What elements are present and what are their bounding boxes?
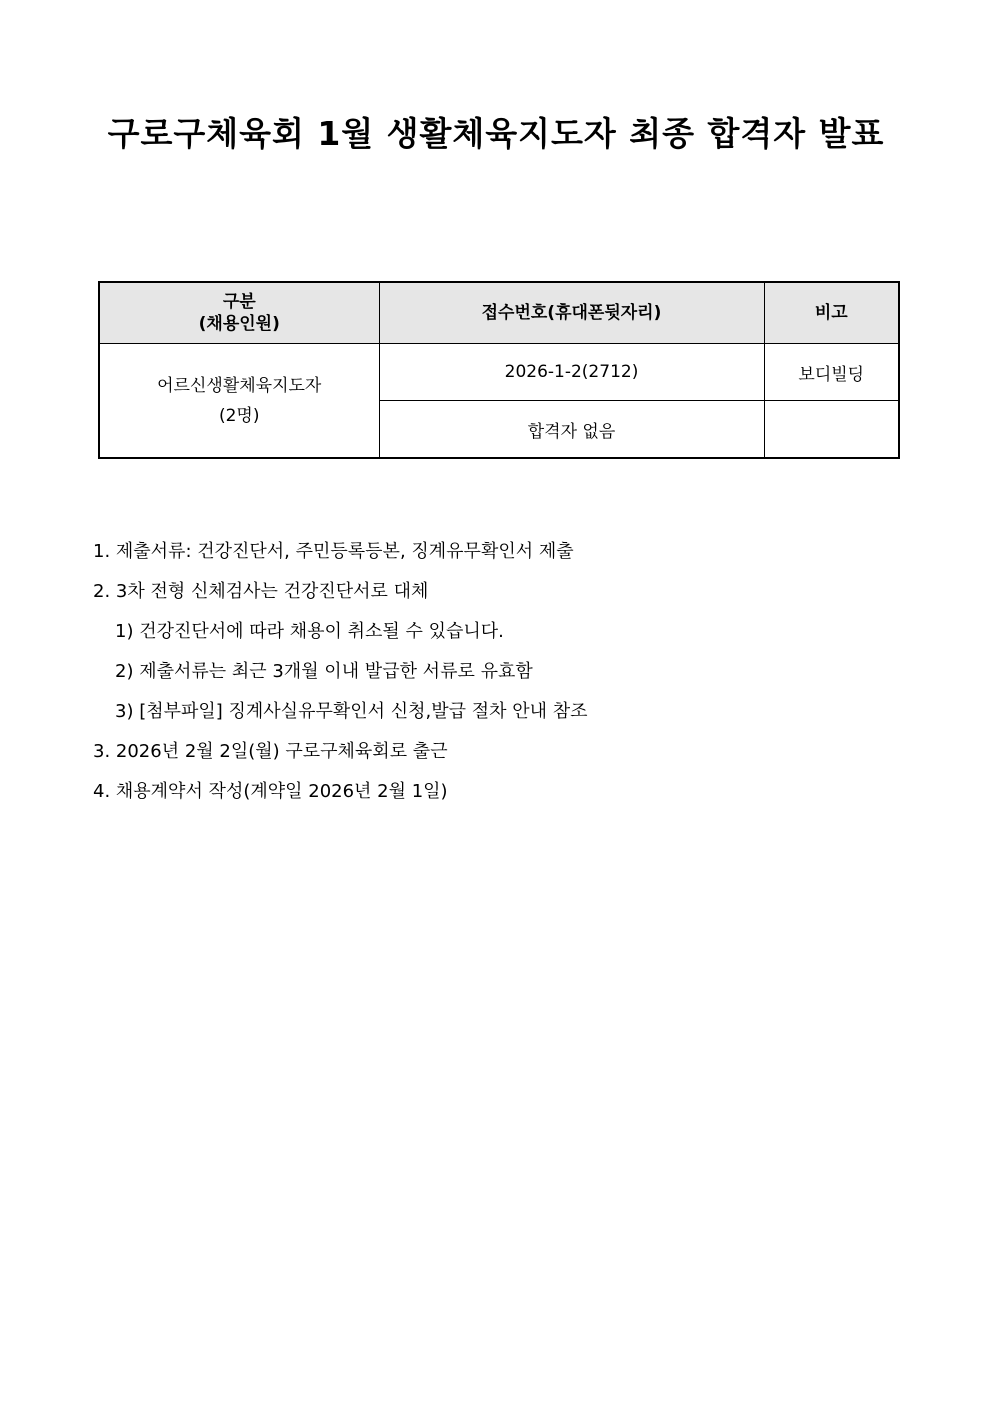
header-category-sublabel: (채용인원): [198, 314, 280, 334]
receipt-number-cell: 합격자 없음: [379, 401, 764, 459]
header-remark: 비고: [764, 282, 899, 344]
table-header-row: [99, 282, 899, 344]
category-cell: [99, 344, 379, 459]
header-category-label: 구분: [222, 292, 256, 312]
note-item: 1. 제출서류: 건강진단서, 주민등록등본, 징계유무확인서 제출: [93, 541, 574, 562]
category-headcount: (2명): [218, 405, 260, 426]
category-name: 어르신생활체육지도자: [157, 375, 322, 396]
notes-list: [93, 537, 913, 817]
receipt-number-cell: 2026-1-2(2712): [379, 344, 764, 401]
note-subitem: 2) 제출서류는 최근 3개월 이내 발급한 서류로 유효함: [115, 661, 533, 682]
note-subitem: 1) 건강진단서에 따라 채용이 취소될 수 있습니다.: [115, 621, 504, 642]
note-item: 4. 채용계약서 작성(계약일 2026년 2월 1일): [93, 781, 448, 802]
note-item: 3. 2026년 2월 2일(월) 구로구체육회로 출근: [93, 741, 448, 762]
header-category: [99, 282, 379, 344]
note-subitem: 3) [첨부파일] 징계사실유무확인서 신청,발급 절차 안내 참조: [115, 701, 588, 722]
remark-cell: 보디빌딩: [764, 344, 899, 401]
note-item: 2. 3차 전형 신체검사는 건강진단서로 대체: [93, 581, 429, 602]
remark-cell: [764, 401, 899, 459]
result-table: [98, 281, 900, 459]
header-receipt-number: 접수번호(휴대폰뒷자리): [379, 282, 764, 344]
document-title: 구로구체육회 1월 생활체육지도자 최종 합격자 발표: [107, 114, 885, 153]
table-row: [99, 344, 899, 401]
